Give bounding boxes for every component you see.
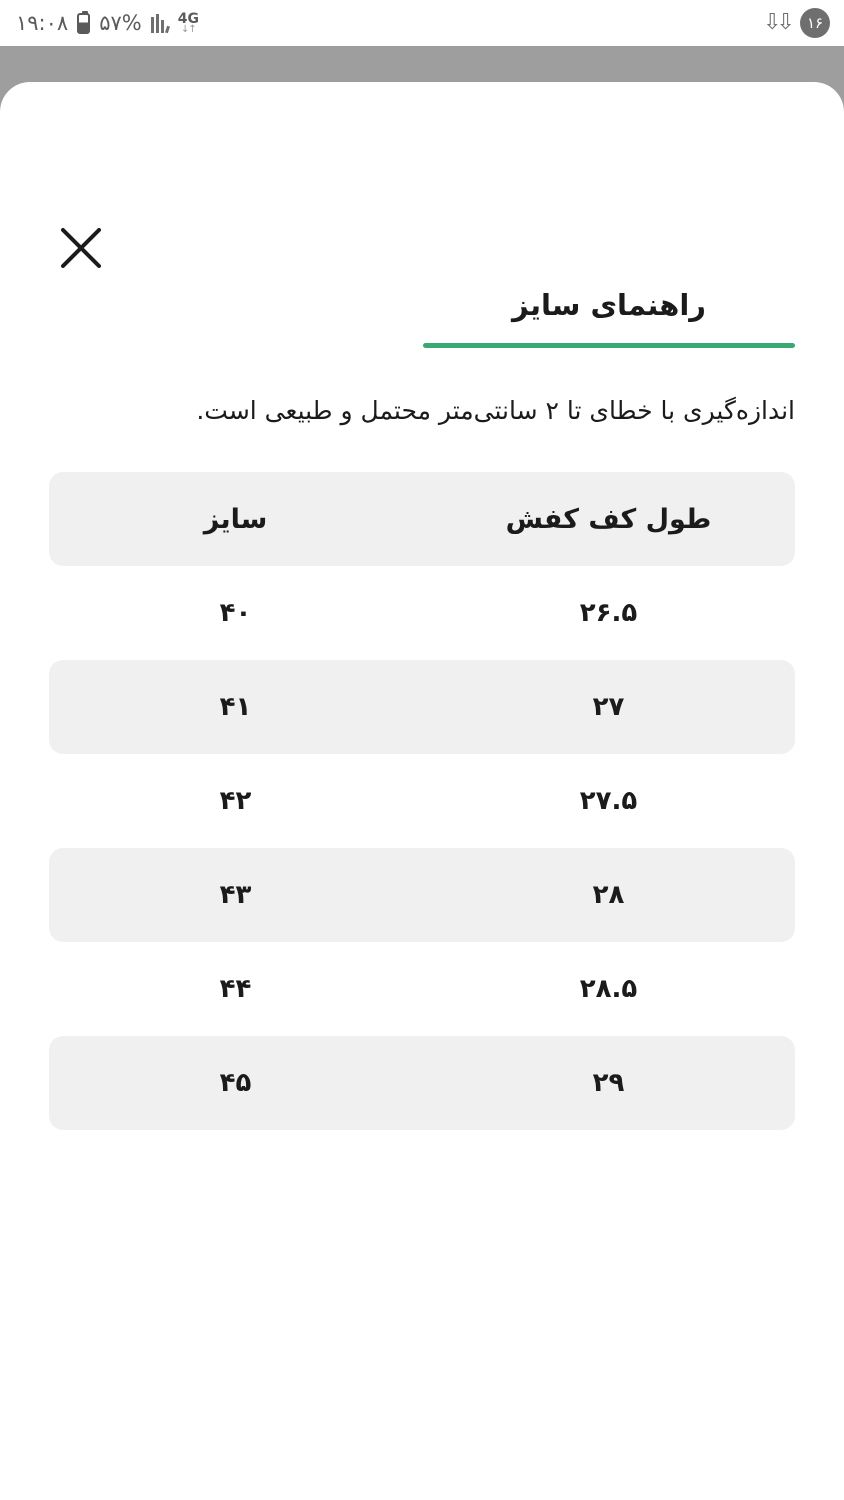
cell-length: ۲۶.۵	[579, 598, 638, 628]
cell-length: ۲۷.۵	[579, 786, 638, 816]
cell-length: ۲۹	[592, 1068, 625, 1098]
cell-size: ۴۱	[219, 692, 252, 722]
sheet-header	[423, 287, 795, 348]
table-row	[49, 754, 795, 848]
status-bar	[0, 0, 844, 46]
network-arrows: ↓↑	[180, 23, 196, 35]
table-header-row	[49, 472, 795, 566]
notification-badge: ۱۶	[800, 8, 830, 38]
battery-percent: ۵۷%	[99, 10, 142, 35]
table-row	[49, 848, 795, 942]
table-row	[49, 942, 795, 1036]
cell-length: ۲۷	[592, 692, 625, 722]
download-arrows-icon: ⇩⇩	[763, 10, 790, 35]
cell-size: ۴۳	[219, 880, 252, 910]
size-guide-sheet	[0, 82, 844, 1500]
cell-size: ۴۵	[219, 1068, 252, 1098]
battery-icon	[77, 13, 90, 34]
page-title: راهنمای سایز	[512, 288, 706, 322]
column-header-length: طول کف کفش	[505, 503, 712, 535]
measurement-note: اندازه‌گیری با خطای تا ۲ سانتی‌متر محتمل و طبیعی است.	[196, 396, 795, 425]
cell-size: ۴۲	[219, 786, 252, 816]
table-row	[49, 1036, 795, 1130]
cell-length: ۲۸	[592, 880, 625, 910]
network-label: 4G	[177, 10, 199, 27]
status-time: ۱۹:۰۸	[16, 10, 69, 35]
size-table	[49, 472, 795, 1130]
close-icon[interactable]	[52, 219, 110, 277]
table-row	[49, 660, 795, 754]
signal-bars-icon	[151, 13, 169, 33]
column-header-size: سایز	[203, 503, 268, 535]
cell-size: ۴۰	[219, 598, 252, 628]
cell-size: ۴۴	[219, 974, 252, 1004]
network-4g-icon	[178, 12, 199, 35]
cell-length: ۲۸.۵	[579, 974, 638, 1004]
table-row	[49, 566, 795, 660]
title-underline	[423, 343, 795, 348]
status-bar-right	[763, 8, 830, 38]
status-bar-left	[16, 12, 199, 35]
